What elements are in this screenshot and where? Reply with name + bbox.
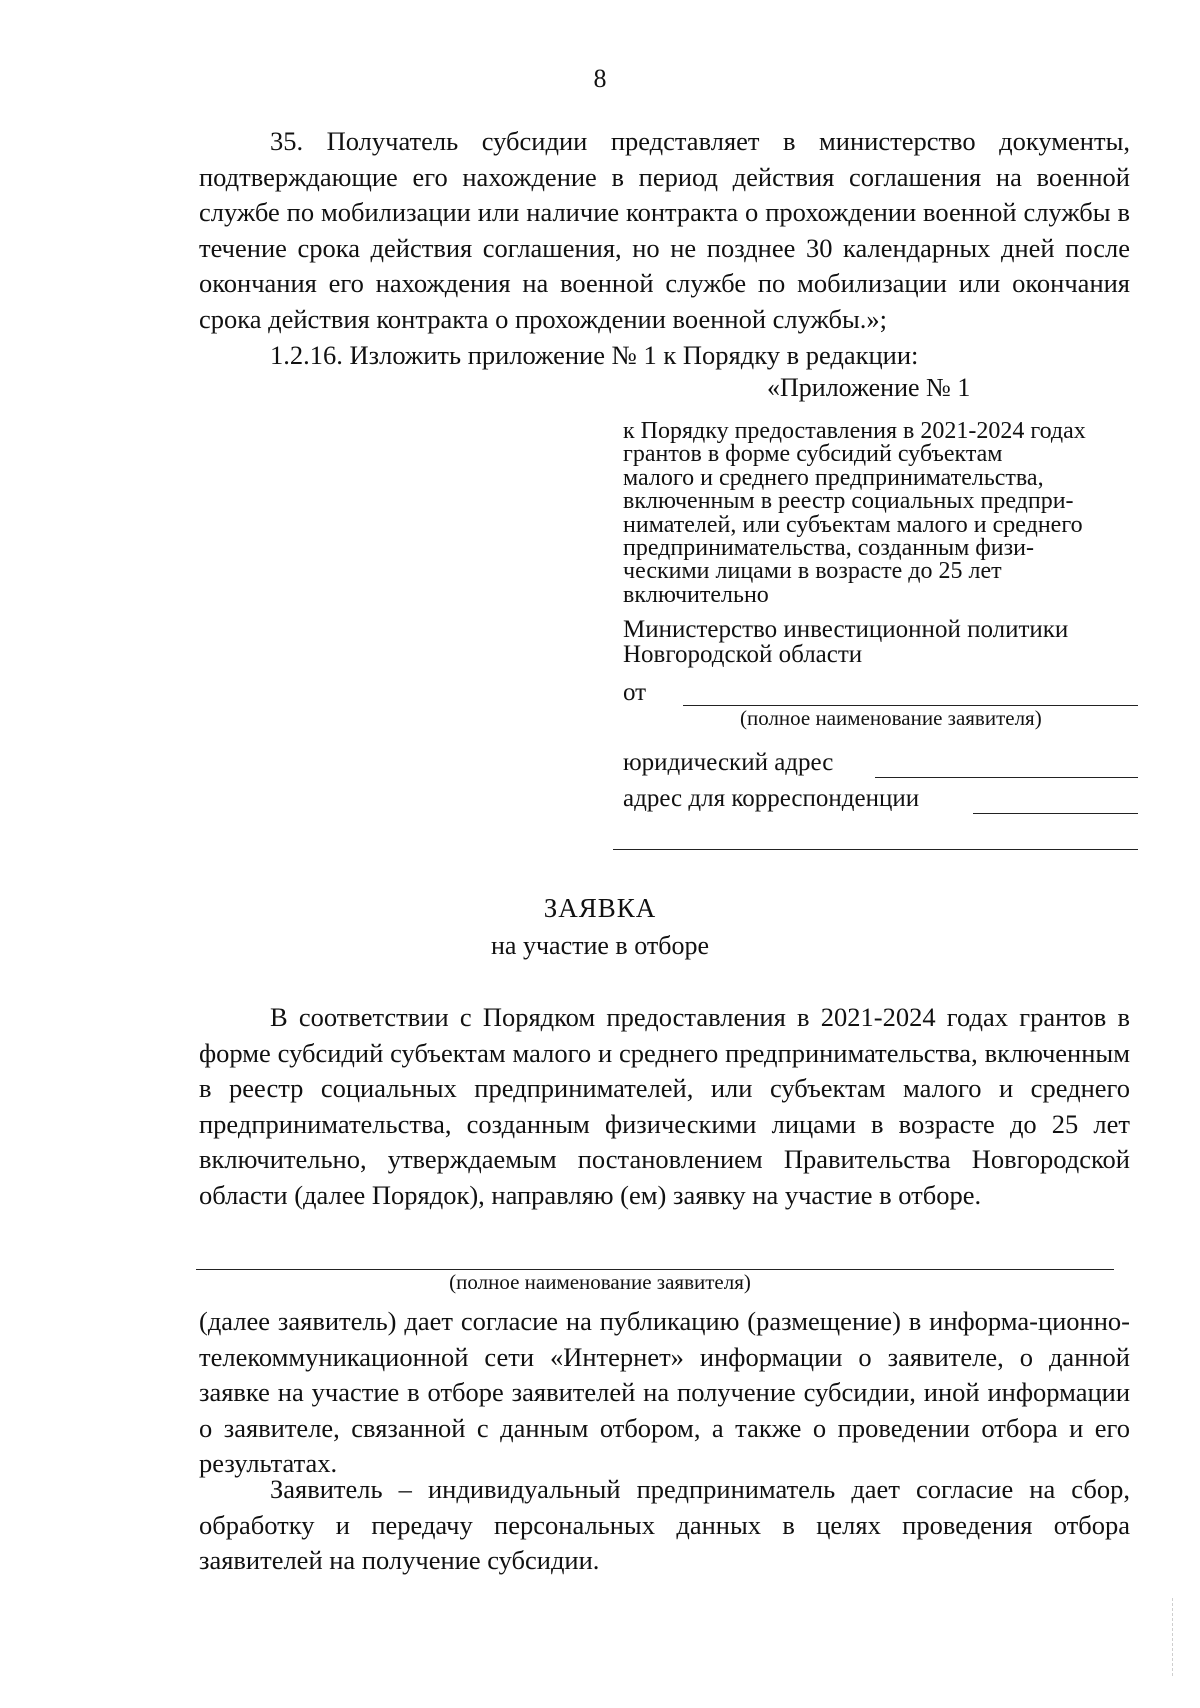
addressee-ministry: Министерство инвестиционной политики Новгородской области <box>623 616 1069 668</box>
consent-personal-data-paragraph: Заявитель – индивидуальный предприниматель дает согласие на сбор, обработку и передачу персональных данных в целях проведения отбора заявителей на получение субсидии. <box>199 1474 1130 1576</box>
from-label: от <box>623 679 647 706</box>
legal-address-input-line <box>875 777 1138 778</box>
application-heading: ЗАЯВКА <box>543 893 657 923</box>
paragraph-1-2-16: 1.2.16. Изложить приложение № 1 к Порядку в редакции: <box>270 340 919 370</box>
correspondence-address-label: адрес для корреспонденции <box>623 785 920 812</box>
application-subheading: на участие в отборе <box>491 931 709 960</box>
page-number: 8 <box>593 64 607 93</box>
appendix-reference: к Порядку предоставления в 2021-2024 годах грантов в форме субсидий субъектам малого и среднего предпринимательства, включенным в реестр социальных предпри- нимателей, или субъектам малого и среднего предпринимательства, созданным физи- ческими лицами в возрасте до 25 лет включительно <box>623 418 1086 608</box>
correspondence-address-input-line <box>973 813 1138 814</box>
scan-artifact <box>1172 1598 1173 1676</box>
applicant-name-note: (полное наименование заявителя) <box>449 1270 751 1294</box>
consent-publication-paragraph: (далее заявитель) дает согласие на публикацию (размещение) в информа-ционно-телекоммуникационной сети «Интернет» информации о заявителе, о данной заявке на участие в отборе заявителей на получение субсидии, иной информации о заявителе, связанной с данным отбором, а также о проведении отбора и его результатах. <box>199 1306 1130 1479</box>
paragraph-35: 35. Получатель субсидии представляет в министерство документы, подтверждающие его нахождение в период действия соглашения на военной службе по мобилизации или наличие контракта о прохождении военной службы в течение срока действия соглашения, но не позднее 30 календарных дней после окончания его нахождения на военной службе по мобилизации или окончания срока действия контракта о прохождении военной службы.»; <box>199 126 1130 334</box>
address-continuation-line <box>613 849 1138 850</box>
legal-address-label: юридический адрес <box>623 749 834 776</box>
application-intro-paragraph: В соответствии с Порядком предоставления в 2021-2024 годах грантов в форме субсидий субъектам малого и среднего предпринимательства, включенным в реестр социальных предпринимателей, или субъектам малого и среднего предпринимательства, созданным физическими лицами в возрасте до 25 лет включительно, утверждаемым постановлением Правительства Новгородской области (далее Порядок), направляю (ем) заявку на участие в отборе. <box>199 1002 1130 1210</box>
from-field-note: (полное наименование заявителя) <box>740 706 1042 730</box>
appendix-title: «Приложение № 1 <box>767 373 971 402</box>
